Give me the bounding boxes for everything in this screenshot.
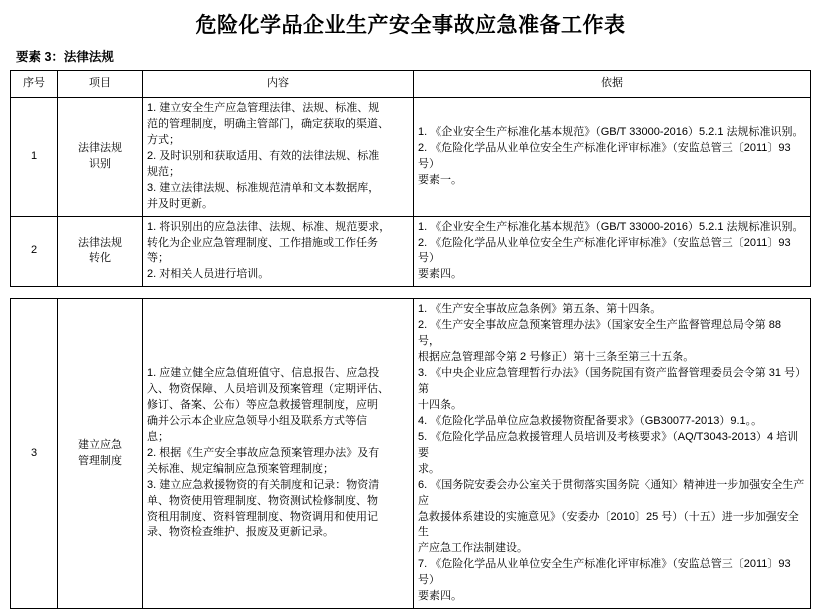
basis-line: 十四条。 (418, 398, 462, 411)
row-item-label: 法律法规 识别 (78, 141, 122, 170)
page-title: 危险化学品企业生产安全事故应急准备工作表 (195, 14, 626, 37)
basis-line: 7. 《危险化学品从业单位安全生产标准化评审标准》（安监总管三〔2011〕93 号） (418, 558, 791, 587)
row-content (143, 98, 414, 217)
table-row (11, 299, 811, 609)
content-line: 资租用制度、资料管理制度、物资调用和使用记 (147, 510, 378, 523)
column-header-basis: 依据 (414, 71, 811, 98)
basis-line: 2. 《生产安全事故应急预案管理办法》（国家安全生产监督管理总局令第 88 号， (418, 319, 782, 348)
basis-line: 产应急工作法制建设。 (418, 542, 528, 555)
column-header-item: 项目 (58, 71, 143, 98)
content-line: 3. 建立法律法规、标准规范清单和文本数据库， (147, 181, 380, 194)
content-line: 入、物资保障、人员培训及预案管理（定期评估、 (147, 383, 389, 395)
basis-line: 要素一。 (418, 173, 462, 186)
basis-line: 2. 《危险化学品从业单位安全生产标准化评审标准》（安监总管三〔2011〕93 号） (418, 141, 791, 170)
table-row (11, 216, 811, 287)
content-line: 2. 根据《生产安全事故应急预案管理办法》及有 (147, 446, 380, 459)
basis-line: 要素四。 (418, 268, 462, 281)
content-line: 息； (147, 430, 169, 443)
table-row (11, 98, 811, 217)
row-content-lines (147, 101, 409, 213)
content-line: 1. 应建立健全应急值班值守、信息报告、应急投 (147, 367, 380, 380)
basis-line: 急救援体系建设的实施意见》（安委办〔2010〕25 号）（十五）进一步加强安全生 (418, 510, 799, 539)
row-index: 2 (11, 216, 58, 287)
content-line: 规范； (147, 165, 180, 178)
basis-line: 求。 (418, 462, 440, 475)
content-line: 单、物资使用管理制度、物资测试检修制度、物 (147, 494, 378, 507)
row-basis-lines (418, 220, 806, 284)
row-basis-lines (418, 125, 806, 189)
row-item-label: 建立应急 管理制度 (78, 438, 122, 467)
content-line: 方式； (147, 133, 180, 146)
basis-line: 1. 《企业安全生产标准化基本规范》（GB/T 33000-2016）5.2.1 法规标准识别。 (418, 125, 804, 138)
table-body-part1 (11, 98, 811, 287)
column-header-index: 序号 (11, 71, 58, 98)
section-label: 要素 3：法律法规 (16, 50, 114, 64)
row-basis (414, 216, 811, 287)
content-line: 1. 将识别出的应急法律、法规、标准、规范要求， (147, 220, 391, 233)
row-basis-lines (418, 302, 806, 605)
basis-line: 1. 《企业安全生产标准化基本规范》（GB/T 33000-2016）5.2.1 法规标准识别。 (418, 220, 804, 233)
table-body-part2 (11, 299, 811, 609)
row-item (58, 299, 143, 609)
table-gap (10, 287, 811, 298)
table-header (11, 71, 811, 98)
basis-line: 1. 《生产安全事故应急条例》第五条、第十四条。 (418, 303, 662, 316)
content-line: 等； (147, 252, 169, 265)
basis-line: 2. 《危险化学品从业单位安全生产标准化评审标准》（安监总管三〔2011〕93 号） (418, 236, 791, 265)
row-item (58, 216, 143, 287)
content-line: 1. 建立安全生产应急管理法律、法规、标准、规 (147, 102, 380, 114)
content-line: 3. 建立应急救援物资的有关制度和记录：物资清 (147, 478, 380, 491)
content-line: 范的管理制度，明确主管部门，确定获取的渠道、 (147, 117, 389, 130)
row-basis (414, 98, 811, 217)
basis-line: 要素四。 (418, 590, 462, 603)
content-line: 2. 及时识别和获取适用、有效的法律法规、标准 (147, 149, 380, 162)
table-header-row (11, 71, 811, 98)
requirements-table-part2 (10, 298, 811, 609)
content-line: 转化为企业应急管理制度、工作措施或工作任务 (147, 236, 378, 249)
basis-line: 根据应急管理部令第 2 号修正）第十三条至第三十五条。 (418, 351, 695, 364)
basis-line: 5. 《危险化学品应急救援管理人员培训及考核要求》（AQ/T3043-2013）4 培训要 (418, 430, 799, 459)
row-index: 1 (11, 98, 58, 217)
column-header-content: 内容 (143, 71, 414, 98)
content-line: 确并公示本企业应急领导小组及联系方式等信 (147, 414, 367, 427)
content-line: 并及时更新。 (147, 197, 213, 210)
basis-line: 6. 《国务院安委会办公室关于贯彻落实国务院〈通知〉精神进一步加强安全生产应 (418, 478, 805, 507)
row-content (143, 216, 414, 287)
row-item (58, 98, 143, 217)
row-content-lines (147, 220, 409, 284)
row-content (143, 299, 414, 609)
row-item-label: 法律法规 转化 (78, 236, 122, 265)
content-line: 录、物资检查维护、报废及更新记录。 (147, 526, 334, 539)
requirements-table-part1 (10, 70, 811, 287)
content-line: 修订、备案、公布）等应急救援管理制度，应明 (147, 398, 378, 411)
basis-line: 3. 《中央企业应急管理暂行办法》（国务院国有资产监督管理委员会令第 31 号）第 (418, 367, 801, 395)
content-line: 2. 对相关人员进行培训。 (147, 268, 270, 281)
row-basis (414, 299, 811, 609)
row-content-lines (147, 366, 409, 541)
row-index: 3 (11, 299, 58, 609)
content-line: 关标准、规定编制应急预案管理制度； (147, 462, 334, 475)
document-page (0, 9, 821, 603)
basis-line: 4. 《危险化学品单位应急救援物资配备要求》（GB30077-2013）9.1。。 (418, 414, 763, 427)
